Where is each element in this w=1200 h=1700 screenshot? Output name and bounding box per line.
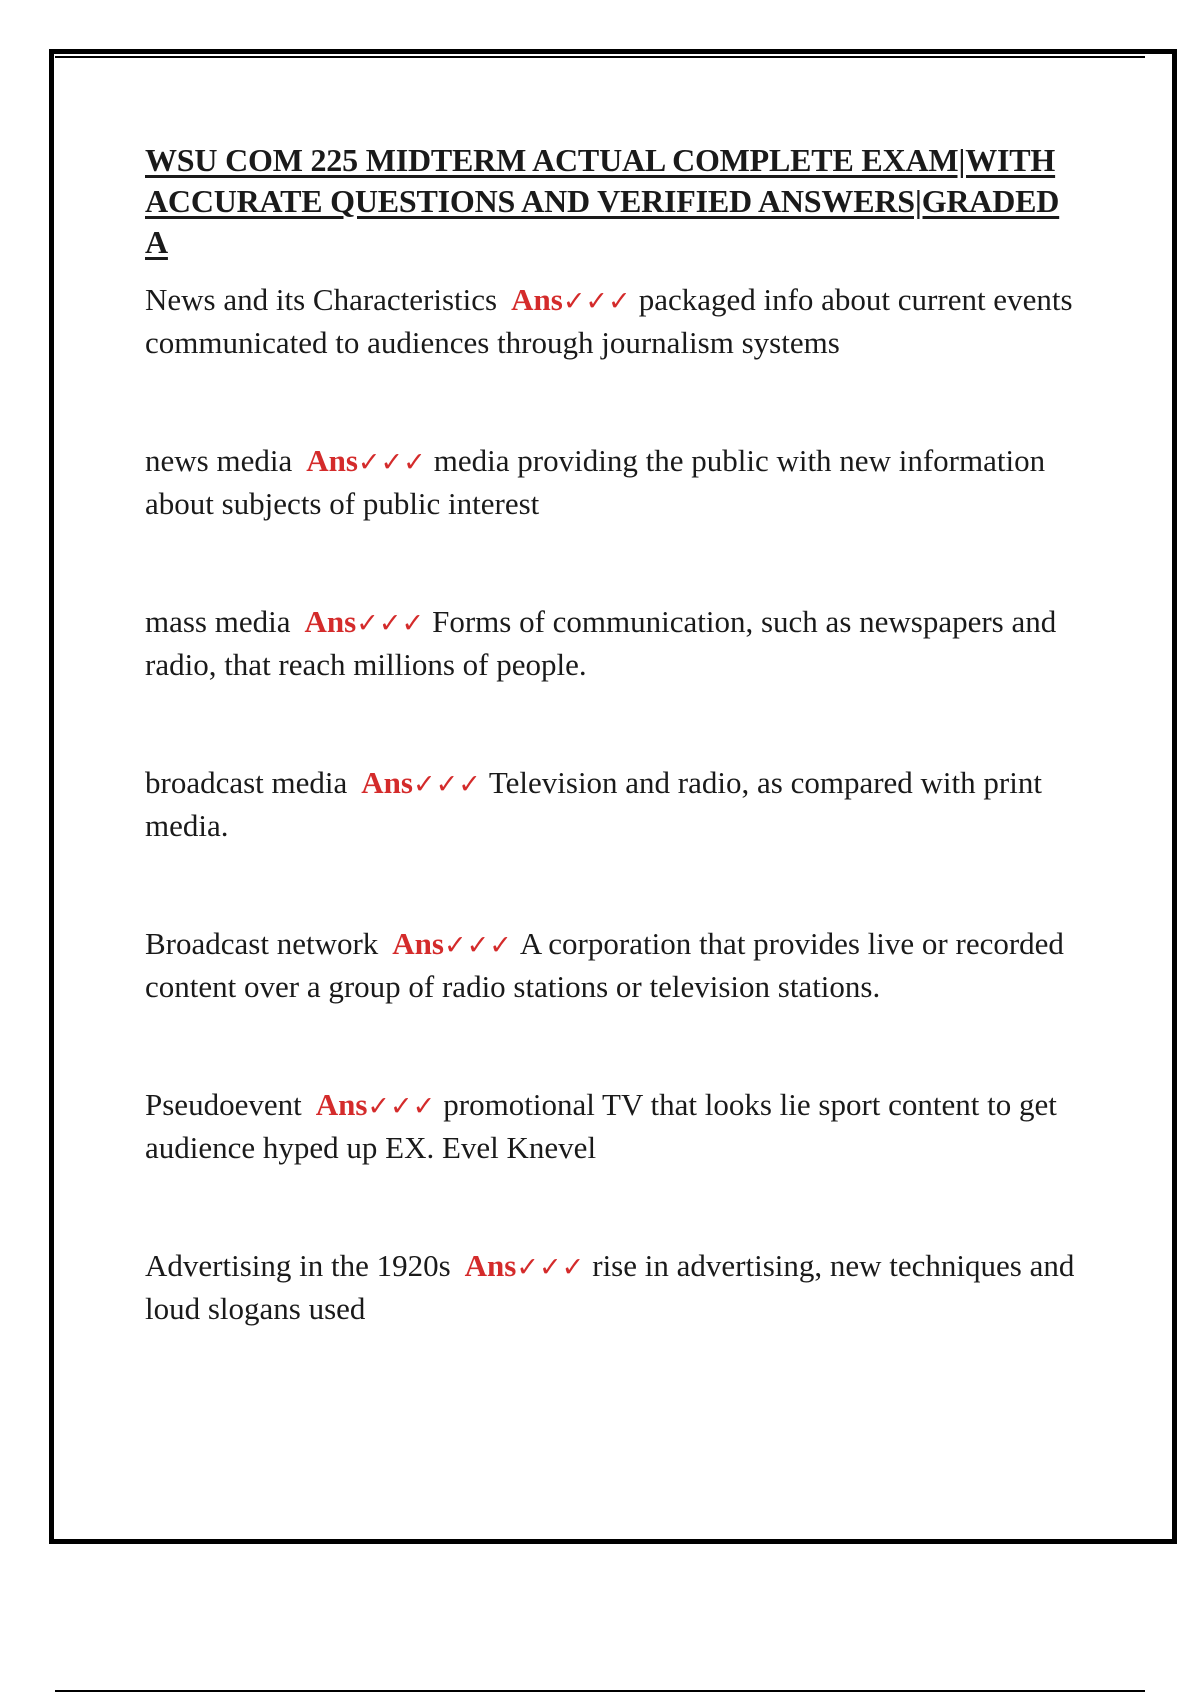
top-rule (55, 56, 1145, 58)
qa-item-7 (145, 1245, 1085, 1329)
qa-item-2 (145, 440, 1085, 524)
term: Advertising in the 1920s (145, 1248, 451, 1283)
answer-marker: Ans (315, 1087, 368, 1122)
qa-item-3 (145, 601, 1085, 685)
qa-item-1 (145, 279, 1085, 363)
check-marks-icon: ✓✓✓ (562, 286, 631, 317)
answer-marker: Ans (304, 604, 357, 639)
document-title: WSU COM 225 MIDTERM ACTUAL COMPLETE EXAM|WITH ACCURATE QUESTIONS AND VERIFIED ANSWERS|GRADED A (145, 142, 1060, 260)
check-marks-icon: ✓✓✓ (516, 1252, 585, 1283)
check-marks-icon: ✓✓✓ (444, 930, 512, 961)
term: Pseudoevent (145, 1087, 302, 1122)
qa-item-5 (145, 923, 1085, 1007)
answer-marker: Ans (306, 443, 358, 478)
bottom-rule (55, 1690, 1145, 1692)
answer-marker: Ans (511, 282, 563, 317)
term: broadcast media (145, 765, 348, 800)
answer-marker: Ans (392, 926, 444, 961)
answer-marker: Ans (361, 765, 413, 800)
qa-item-4 (145, 762, 1085, 846)
definition: rise in advertising, new techniques and loud slogans used (145, 1248, 1075, 1326)
qa-item-6 (145, 1084, 1085, 1168)
check-marks-icon: ✓✓✓ (357, 447, 426, 478)
check-marks-icon: ✓✓✓ (356, 608, 425, 639)
definition: packaged info about current events communicated to audiences through journalism systems (145, 282, 1073, 360)
term: news media (145, 443, 293, 478)
term: mass media (145, 604, 291, 639)
term: News and its Characteristics (145, 282, 498, 317)
check-marks-icon: ✓✓✓ (412, 769, 481, 800)
definition: A corporation that provides live or recorded content over a group of radio stations or television stations. (145, 926, 1064, 1004)
qa-list (145, 279, 1085, 1329)
definition: promotional TV that looks lie sport content to get audience hyped up EX. Evel Knevel (145, 1087, 1057, 1165)
definition: media providing the public with new information about subjects of public interest (145, 443, 1046, 521)
definition: Forms of communication, such as newspapers and radio, that reach millions of people. (145, 604, 1057, 682)
check-marks-icon: ✓✓✓ (367, 1091, 436, 1122)
document-body (145, 140, 1085, 1329)
answer-marker: Ans (464, 1248, 517, 1283)
definition: Television and radio, as compared with print media. (145, 765, 1042, 843)
term: Broadcast network (145, 926, 379, 961)
